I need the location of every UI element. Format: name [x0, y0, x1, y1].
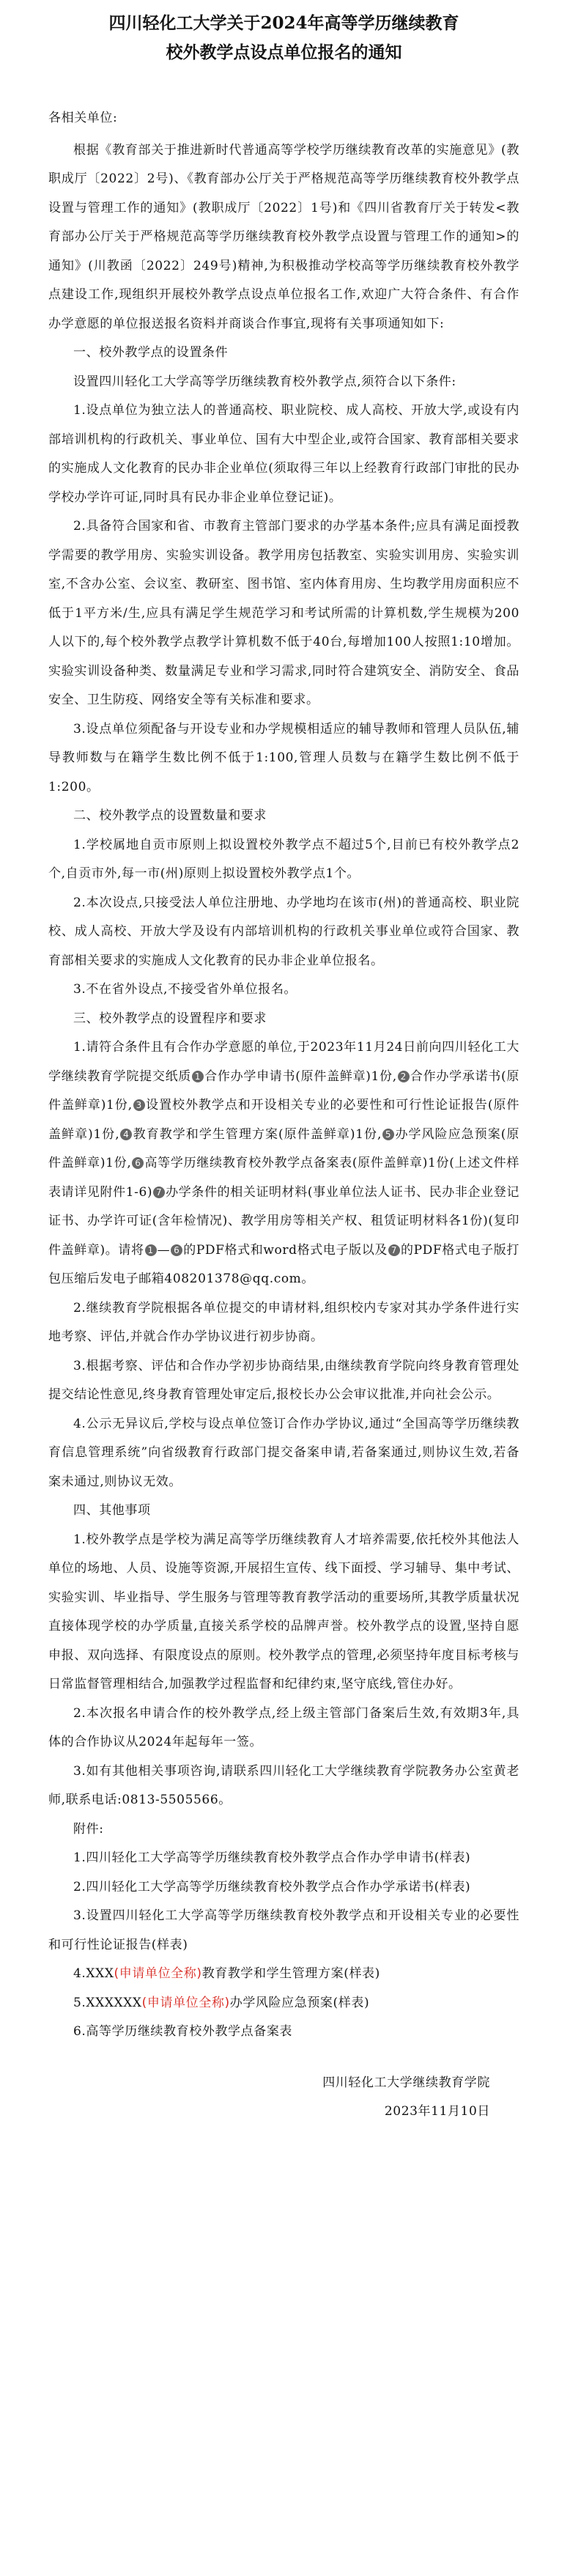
- document-title: [48, 9, 519, 67]
- section2-item2: 2.本次设点,只接受法人单位注册地、办学地均在该市(州)的普通高校、职业院校、成人高校、开放大学及设有内部培训机构的行政机关事业单位或符合国家、教育部相关要求的实施成人文化教育的民办非企业单位报名。: [48, 895, 519, 968]
- section3-item1-text-a: 1.请符合条件且有合作办学意愿的单位,于2023年11月24日前向四川轻化工大学继续教育学院提交纸质: [48, 1040, 519, 1084]
- section1-item2: 2.具备符合国家和省、市教育主管部门要求的办学基本条件;应具有满足面授教学需要的教学用房、实验实训设备。教学用房包括教室、实验实训用房、实验实训室,不含办公室、会议室、教研室、图书馆、室内体育用房、生均教学用房面积应不低于1平方米/生,应具有满足学生规范学习和考试所需的计算机数,学生规模为200人以下的,每个校外教学点教学计算机数不低于40台,每增加100人按照1:10增加。实验实训设备种类、数量满足专业和学习需求,同时符合建筑安全、消防安全、食品安全、卫生防疫、网络安全等有关标准和要求。: [48, 519, 519, 707]
- section3-item1-text-h: 办学条件的相关证明材料(事业单位法人证书、民办非企业登记证书、办学许可证(含年检情况)、教学用房等相关产权、租赁证明材料各1份)(复印件盖鲜章)。请将: [48, 1184, 519, 1258]
- section4-item3: 3.如有其他相关事项咨询,请联系四川轻化工大学继续教育学院教务办公室黄老师,联系电话:0813-5505566。: [48, 1763, 519, 1807]
- section4-item2: 2.本次报名申请合作的校外教学点,经上级主管部门备案后生效,有效期3年,具体的合作协议从2024年起每年一签。: [48, 1705, 519, 1749]
- attachments-label: 附件:: [73, 1821, 104, 1837]
- section1-heading: 一、校外教学点的设置条件: [73, 345, 229, 360]
- section3-item1-text-b: 合作办学申请书(原件盖鲜章)1份,: [204, 1069, 397, 1084]
- marker-7: 7: [153, 1186, 165, 1198]
- section3-item1-text-j: 的PDF格式和word格式电子版以及: [183, 1242, 388, 1258]
- marker-5: 5: [382, 1129, 394, 1140]
- section4-heading: 四、其他事项: [73, 1503, 151, 1518]
- section2-item1: 1.学校属地自贡市原则上拟设置校外教学点不超过5个,目前已有校外教学点2个,自贡市外,每一市(州)原则上拟设置校外教学点1个。: [48, 837, 519, 881]
- section3-item1-text-i: —: [157, 1242, 171, 1258]
- marker-7-pdf: 7: [388, 1244, 400, 1256]
- title-line-2: 校外教学点设点单位报名的通知: [166, 43, 402, 62]
- marker-range-start: 1: [145, 1244, 157, 1256]
- section1-item3: 3.设点单位须配备与开设专业和办学规模相适应的辅导教师和管理人员队伍,辅导教师数与在籍学生数比例不低于1:100,管理人员数与在籍学生数比例不低于1:200。: [48, 721, 519, 794]
- marker-2: 2: [398, 1071, 410, 1082]
- attachment-1: 1.四川轻化工大学高等学历继续教育校外教学点合作办学申请书(样表): [73, 1850, 471, 1865]
- section4-item1: 1.校外教学点是学校为满足高等学历继续教育人才培养需要,依托校外其他法人单位的场地、人员、设施等资源,开展招生宣传、线下面授、学习辅导、集中考试、实验实训、毕业指导、学生服务与管理等教育教学活动的重要场所,其教学质量状况直接体现学校的办学质量,直接关系学校的品牌声誉。校外教学点的设置,坚持自愿申报、双向选择、有限度设点的原则。校外教学点的管理,必须坚持年度目标考核与日常监督管理相结合,加强教学过程监督和纪律约束,坚守底线,管住办好。: [48, 1532, 519, 1691]
- section3-item2: 2.继续教育学院根据各单位提交的申请材料,组织校内专家对其办学条件进行实地考察、评估,并就合作办学协议进行初步协商。: [48, 1300, 519, 1344]
- section3-item1-text-g: 高等学历继续教育校外教学点备案表(原件盖鲜章)1份(上述文件样表请详见附件1-6): [48, 1156, 519, 1200]
- attachment-5: [48, 1989, 519, 2018]
- marker-6: 6: [132, 1157, 144, 1169]
- attachment-5-red-note: (申请单位全称): [141, 1995, 230, 2010]
- section2-heading: 二、校外教学点的设置数量和要求: [73, 808, 267, 823]
- attachment-4-red-note: (申请单位全称): [114, 1966, 202, 1981]
- section3-item1-text-f: 办学风险应急预案(原件盖鲜章)1份,: [48, 1126, 519, 1170]
- attachment-4-prefix: 4.XXX: [73, 1966, 114, 1981]
- section3-item1-text-e: 教育教学和学生管理方案(原件盖鲜章)1份,: [133, 1126, 382, 1142]
- section3-item4: 4.公示无异议后,学校与设点单位签订合作办学协议,通过“全国高等学历继续教育信息管理系统”向省级教育行政部门提交备案申请,若备案通过,则协议生效,若备案未通过,则协议无效。: [48, 1416, 519, 1489]
- marker-1: 1: [192, 1071, 204, 1082]
- section3-item1: [48, 1033, 519, 1294]
- marker-range-end: 6: [171, 1244, 182, 1256]
- attachment-2: 2.四川轻化工大学高等学历继续教育校外教学点合作办学承诺书(样表): [73, 1879, 471, 1894]
- section2-item3: 3.不在省外设点,不接受省外单位报名。: [73, 982, 297, 997]
- signature-block: [48, 2069, 519, 2127]
- attachment-4-suffix: 教育教学和学生管理方案(样表): [201, 1966, 380, 1981]
- title-line-1: 四川轻化工大学关于2024年高等学历继续教育: [108, 13, 459, 33]
- section1-lead: 设置四川轻化工大学高等学历继续教育校外教学点,须符合以下条件:: [73, 374, 456, 389]
- signature-date: 2023年11月10日: [384, 2104, 490, 2119]
- section3-item1-text-k: 的PDF格式电子版打包压缩后发电子邮箱408201378@qq.com。: [48, 1242, 519, 1286]
- intro-paragraph: 根据《教育部关于推进新时代普通高等学校学历继续教育改革的实施意见》(教职成厅〔2022〕2号)、《教育部办公厅关于严格规范高等学历继续教育校外教学点设置与管理工作的通知》(教职成厅〔2022〕1号)和《四川省教育厅关于转发<教育部办公厅关于严格规范高等学历继续教育校外教学点设置与管理工作的通知>的通知》(川教函〔2022〕249号)精神,为积极推动学校高等学历继续教育校外教学点建设工作,现组织开展校外教学点设点单位报名工作,欢迎广大符合条件、有合作办学意愿的单位报送报名资料并商谈合作事宜,现将有关事项通知如下:: [48, 142, 519, 331]
- signature-org: 四川轻化工大学继续教育学院: [322, 2075, 490, 2090]
- attachment-6: 6.高等学历继续教育校外教学点备案表: [73, 2024, 293, 2039]
- attachment-3: 3.设置四川轻化工大学高等学历继续教育校外教学点和开设相关专业的必要性和可行性论证报告(样表): [48, 1908, 519, 1952]
- section1-item1: 1.设点单位为独立法人的普通高校、职业院校、成人高校、开放大学,或设有内部培训机构的行政机关、事业单位、国有大中型企业,或符合国家、教育部相关要求的实施成人文化教育的民办非企业单位(须取得三年以上经教育行政部门审批的民办学校办学许可证,同时具有民办非企业单位登记证)。: [48, 403, 519, 505]
- attachment-5-suffix: 办学风险应急预案(样表): [229, 1995, 370, 2010]
- marker-3: 3: [133, 1099, 145, 1111]
- section3-item1-text-c: 合作办学承诺书(原件盖鲜章)1份,: [48, 1069, 519, 1112]
- marker-4: 4: [120, 1129, 132, 1140]
- section3-item3: 3.根据考察、评估和合作办学初步协商结果,由继续教育学院向终身教育管理处提交结论性意见,终身教育管理处审定后,报校长办公会审议批准,并向社会公示。: [48, 1358, 519, 1402]
- attachment-4: [48, 1960, 519, 1989]
- salutation: 各相关单位:: [48, 111, 118, 125]
- attachment-5-prefix: 5.XXXXXX: [73, 1995, 142, 2010]
- section3-heading: 三、校外教学点的设置程序和要求: [73, 1011, 267, 1026]
- section3-item1-text-d: 设置校外教学点和开设相关专业的必要性和可行性论证报告(原件盖鲜章)1份,: [48, 1098, 519, 1142]
